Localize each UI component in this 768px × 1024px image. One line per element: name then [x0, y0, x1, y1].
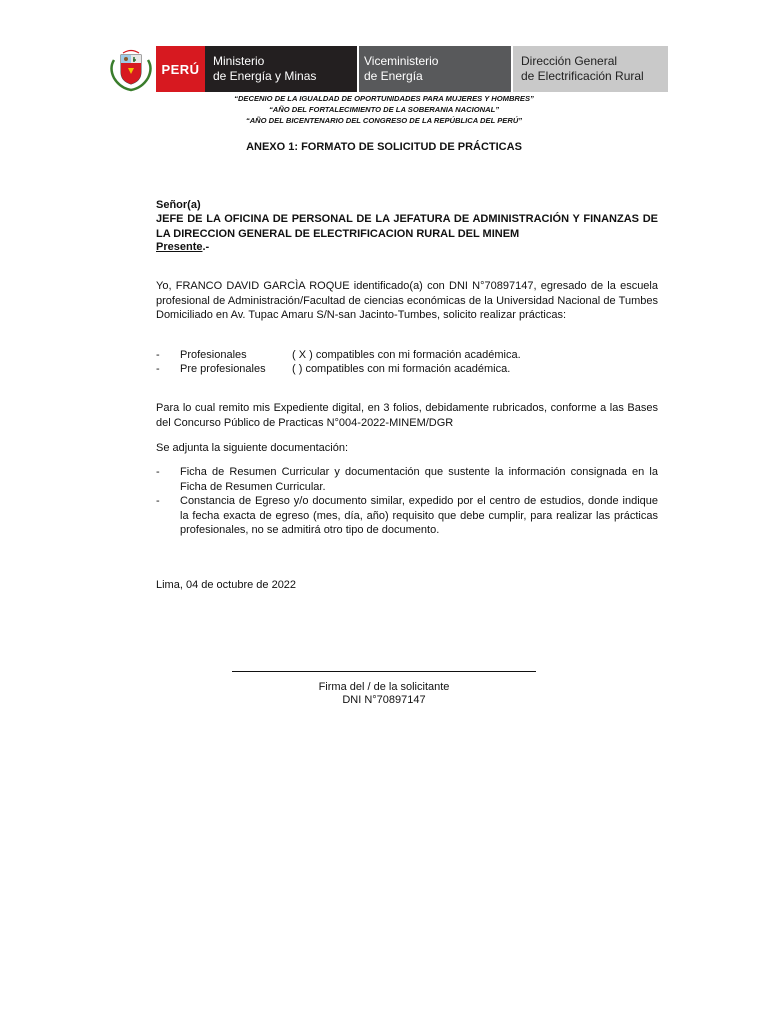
- date-line: Lima, 04 de octubre de 2022: [156, 579, 297, 591]
- viceministerio-block: [359, 46, 511, 92]
- option-dash: -: [156, 363, 160, 375]
- peru-brand-block: [156, 46, 205, 92]
- attachment-item: [156, 465, 658, 494]
- viceministerio-line-1: Viceministerio: [364, 54, 439, 68]
- peru-coat-of-arms-icon: [108, 46, 154, 92]
- addressee: JEFE DE LA OFICINA DE PERSONAL DE LA JEFATURA DE ADMINISTRACIÓN Y FINANZAS DE LA DIRECCION GENERAL DE ELECTRIFICACION RURAL DEL MINEM: [156, 213, 658, 240]
- option-label: Pre profesionales: [180, 363, 266, 375]
- attachment-dash: -: [156, 466, 160, 478]
- official-mottos: [0, 93, 768, 126]
- signature-label: Firma del / de la solicitante: [318, 681, 450, 693]
- attachments-intro: Se adjunta la siguiente documentación:: [156, 442, 349, 454]
- presente-word: Presente: [156, 241, 203, 253]
- letterhead: [108, 46, 668, 92]
- option-mark: ( ) compatibles con mi formación académica.: [292, 363, 511, 375]
- direccion-general-block: [513, 46, 668, 92]
- remit-paragraph: Para lo cual remito mis Expediente digital, en 3 folios, debidamente rubricados, conforme a las Bases del Concurso Público de Practicas N°004-2022-MINEM/DGR: [156, 402, 658, 429]
- option-dash: -: [156, 349, 160, 361]
- signature-line: [232, 671, 536, 672]
- ministerio-line-2: de Energía y Minas: [213, 69, 317, 83]
- ministerio-line-1: Ministerio: [213, 54, 265, 68]
- signature-dni: DNI N°70897147: [342, 694, 426, 706]
- direccion-line-1: Dirección General: [521, 54, 618, 68]
- ministerio-block: [205, 46, 357, 92]
- motto-decenio: “DECENIO DE LA IGUALDAD DE OPORTUNIDADES PARA MUJERES Y HOMBRES”: [234, 94, 534, 103]
- peru-label: PERÚ: [161, 61, 200, 77]
- presente-suffix: .-: [202, 241, 210, 253]
- presente-line: [156, 240, 658, 255]
- direccion-line-2: de Electrificación Rural: [521, 69, 644, 83]
- intro-paragraph: Yo, FRANCO DAVID GARCÌA ROQUE identificado(a) con DNI N°70897147, egresado de la escuela profesional de Administración/Facultad de ciencias económicas de la Universidad Nacional de Tumbes Domiciliado en Av. Tupac Amaru S/N-san Jacinto-Tumbes, solicito realizar prácticas:: [156, 280, 658, 321]
- salutation: Señor(a): [156, 199, 201, 211]
- viceministerio-line-2: de Energía: [364, 69, 423, 83]
- motto-bicentenario: “AÑO DEL BICENTENARIO DEL CONGRESO DE LA REPÚBLICA DEL PERÚ”: [245, 116, 523, 125]
- option-mark: ( X ) compatibles con mi formación académica.: [292, 349, 521, 361]
- option-label: Profesionales: [180, 349, 247, 361]
- attachment-dash: -: [156, 495, 160, 507]
- attachment-item: [156, 494, 658, 538]
- document-title: ANEXO 1: FORMATO DE SOLICITUD DE PRÁCTICAS: [246, 141, 522, 153]
- attachment-text: Ficha de Resumen Curricular y documentación que sustente la información consignada en la Ficha de Resumen Curricular.: [180, 466, 658, 493]
- motto-soberania: “AÑO DEL FORTALECIMIENTO DE LA SOBERANIA NACIONAL”: [268, 105, 500, 114]
- attachment-text: Constancia de Egreso y/o documento similar, expedido por el centro de estudios, donde indique la fecha exacta de egreso (mes, día, año) requisito que debe cumplir, para realizar las prácticas profesionales, no se admitirá otro tipo de documento.: [180, 495, 658, 536]
